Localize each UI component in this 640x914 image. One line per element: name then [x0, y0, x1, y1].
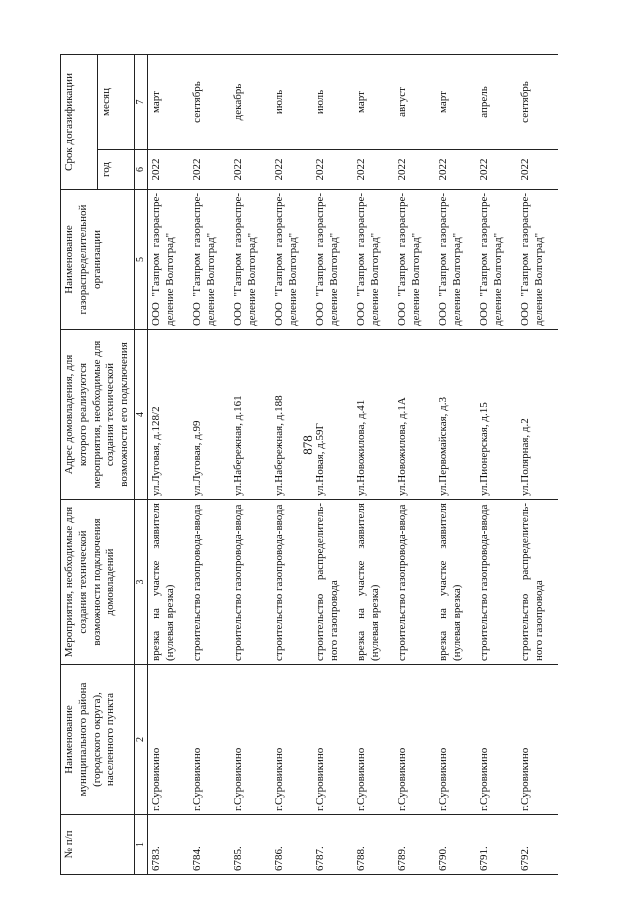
table-row [230, 54, 271, 874]
table-row [476, 54, 517, 874]
row-measure: врезка на участке заявителя (нулевая врезка) [435, 500, 476, 665]
row-org: ООО "Газпром газораспре-деление Волгоград" [230, 190, 271, 330]
table-row [353, 54, 394, 874]
col-number: 3 [134, 500, 148, 665]
row-year: 2022 [189, 150, 230, 190]
row-address: ул.Новожилова, д.41 [353, 330, 394, 500]
row-number: 6786. [271, 815, 312, 875]
rotated-page [60, 55, 580, 875]
table-row [271, 54, 312, 874]
row-measure: строительство газопровода-ввода [476, 500, 517, 665]
col-number: 7 [134, 54, 148, 149]
row-year: 2022 [517, 150, 558, 190]
row-org: ООО "Газпром газораспре-деление Волгоград" [394, 190, 435, 330]
table-row [312, 54, 353, 874]
row-address: ул.Луговая, д.99 [189, 330, 230, 500]
table-row [517, 54, 558, 874]
row-measure: строительство газопровода-ввода [394, 500, 435, 665]
row-month: март [148, 54, 190, 149]
row-number: 6792. [517, 815, 558, 875]
row-month: сентябрь [189, 54, 230, 149]
row-address: ул.Набережная, д.161 [230, 330, 271, 500]
row-place: г.Суровикино [435, 665, 476, 815]
row-number: 6784. [189, 815, 230, 875]
row-address: ул.Новая, д.59Г [312, 330, 353, 500]
row-month: июль [271, 54, 312, 149]
col-number: 4 [134, 330, 148, 500]
row-org: ООО "Газпром газораспре-деление Волгоград" [312, 190, 353, 330]
row-org: ООО "Газпром газораспре-деление Волгоград" [353, 190, 394, 330]
row-year: 2022 [148, 150, 190, 190]
row-place: г.Суровикино [230, 665, 271, 815]
row-year: 2022 [312, 150, 353, 190]
row-measure: строительство распределитель-ного газопровода [312, 500, 353, 665]
row-number: 6788. [353, 815, 394, 875]
row-measure: строительство газопровода-ввода [271, 500, 312, 665]
row-year: 2022 [230, 150, 271, 190]
row-measure: врезка на участке заявителя (нулевая врезка) [148, 500, 190, 665]
row-org: ООО "Газпром газораспре-деление Волгоград" [476, 190, 517, 330]
row-place: г.Суровикино [312, 665, 353, 815]
row-number: 6783. [148, 815, 190, 875]
header-term: Срок догазификации [61, 54, 98, 189]
row-org: ООО "Газпром газораспре-деление Волгоград" [517, 190, 558, 330]
header-measures: Мероприятия, необходимые для создания технической возможности подключения домовладений [61, 500, 135, 665]
header-year: год [97, 150, 134, 190]
header-address: Адрес домовладения, для которого реализуются мероприятия, необходимые для создания технической возможности его подключения [61, 330, 135, 500]
header-district: Наименование муниципального района (городского округа), населенного пункта [61, 665, 135, 815]
row-measure: строительство газопровода-ввода [230, 500, 271, 665]
row-month: август [394, 54, 435, 149]
col-number: 5 [134, 190, 148, 330]
page-number: 878 [299, 435, 315, 455]
row-year: 2022 [271, 150, 312, 190]
col-number: 6 [134, 150, 148, 190]
row-org: ООО "Газпром газораспре-деление Волгоград" [271, 190, 312, 330]
row-address: ул.Пионерская, д.15 [476, 330, 517, 500]
table-row [394, 54, 435, 874]
row-measure: врезка на участке заявителя (нулевая врезка) [353, 500, 394, 665]
header-month: месяц [97, 54, 134, 149]
row-year: 2022 [394, 150, 435, 190]
row-place: г.Суровикино [189, 665, 230, 815]
row-year: 2022 [435, 150, 476, 190]
row-month: март [435, 54, 476, 149]
row-month: март [353, 54, 394, 149]
col-number: 1 [134, 815, 148, 875]
row-place: г.Суровикино [271, 665, 312, 815]
header-no: № п/п [61, 815, 135, 875]
gasification-table [60, 54, 558, 875]
row-place: г.Суровикино [148, 665, 190, 815]
table-body [148, 54, 559, 874]
row-number: 6787. [312, 815, 353, 875]
row-address: ул.Полярная, д.2 [517, 330, 558, 500]
row-month: июль [312, 54, 353, 149]
row-year: 2022 [353, 150, 394, 190]
row-address: ул.Набережная, д.188 [271, 330, 312, 500]
header-org: Наименование газораспределительной организации [61, 190, 135, 330]
row-place: г.Суровикино [394, 665, 435, 815]
row-measure: строительство газопровода-ввода [189, 500, 230, 665]
column-numbers-row [134, 54, 148, 874]
table-row [148, 54, 190, 874]
row-org: ООО "Газпром газораспре-деление Волгоград" [189, 190, 230, 330]
row-measure: строительство распределитель-ного газопровода [517, 500, 558, 665]
row-place: г.Суровикино [517, 665, 558, 815]
row-month: апрель [476, 54, 517, 149]
table-row [435, 54, 476, 874]
row-number: 6785. [230, 815, 271, 875]
row-number: 6789. [394, 815, 435, 875]
row-number: 6791. [476, 815, 517, 875]
row-org: ООО "Газпром газораспре-деление Волгоград" [148, 190, 190, 330]
row-year: 2022 [476, 150, 517, 190]
row-month: декабрь [230, 54, 271, 149]
col-number: 2 [134, 665, 148, 815]
row-number: 6790. [435, 815, 476, 875]
row-org: ООО "Газпром газораспре-деление Волгоград" [435, 190, 476, 330]
row-place: г.Суровикино [353, 665, 394, 815]
row-address: ул.Первомайская, д.3 [435, 330, 476, 500]
row-address: ул.Луговая, д.128/2 [148, 330, 190, 500]
table-row [189, 54, 230, 874]
row-address: ул.Новожилова, д.1А [394, 330, 435, 500]
row-month: сентябрь [517, 54, 558, 149]
row-place: г.Суровикино [476, 665, 517, 815]
